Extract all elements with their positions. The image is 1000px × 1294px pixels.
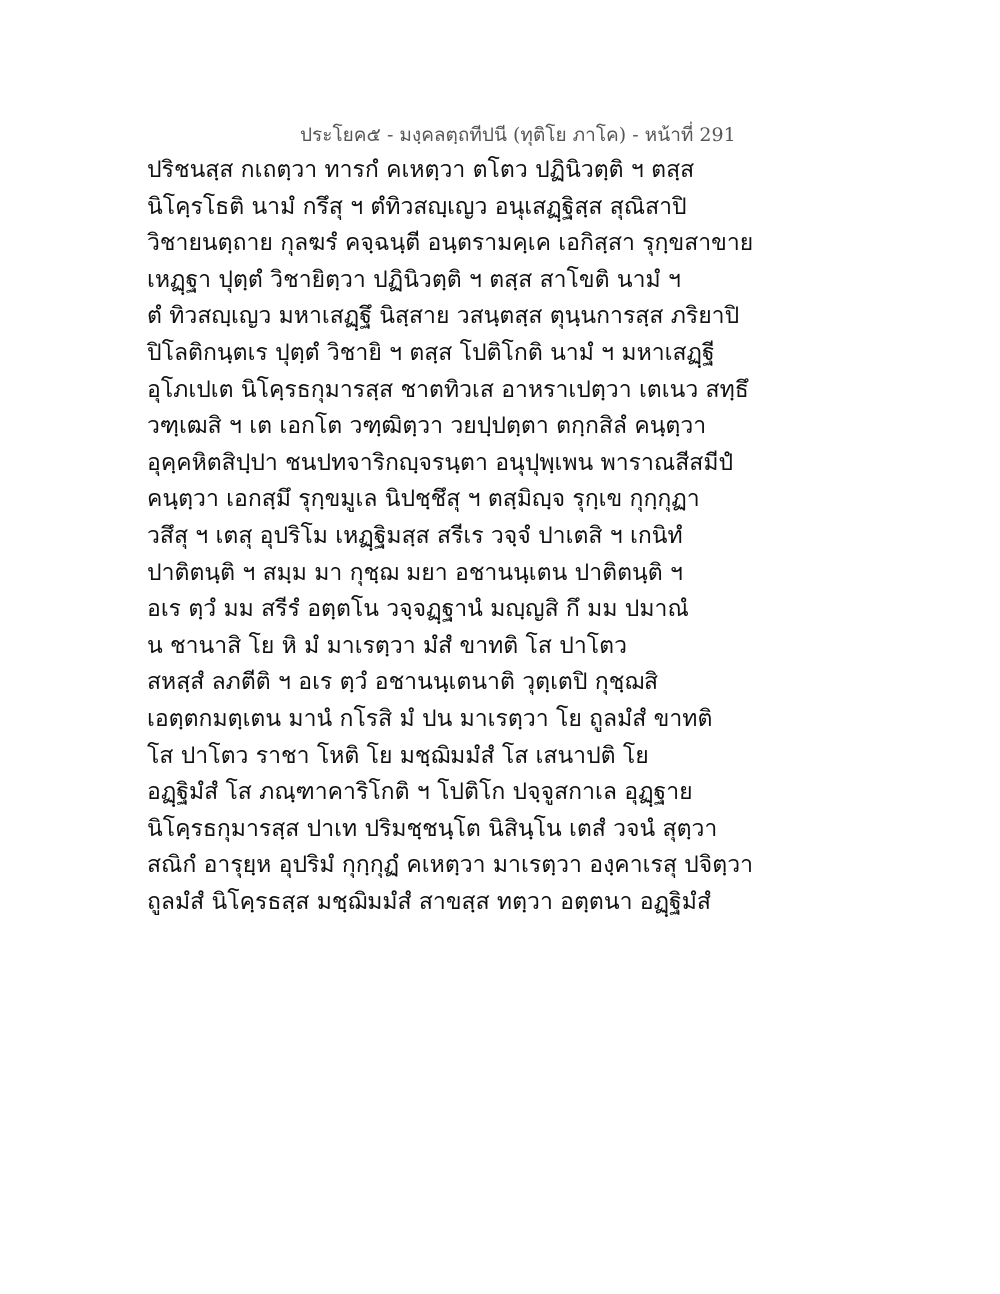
text-line: นิโคฺรธกุมารสฺส ปาเท ปริมชฺชนฺโต นิสินฺโน เตสํ วจนํ สุตฺวา [147, 815, 718, 842]
text-line: ปาติตนฺติ ฯ สมฺม มา กุชฺฌ มยา อชานนฺเตน ปาติตนฺติ ฯ [147, 559, 683, 586]
text-line: วิชายนตฺถาย กุลฆรํ คจฺฉนฺตี อนฺตรามคฺเค เอกิสฺสา รุกฺขสาขาย [147, 230, 754, 257]
text-line: นิโคฺรโธติ นามํ กรึสุ ฯ ตํทิวสญฺเญว อนุเสฏฺฐิสฺส สุณิสาปิ [147, 193, 687, 220]
running-header: ประโยค๕ - มงฺคลตฺถทีปนี (ทุติโย ภาโค) - หน้าที่ 291 [300, 124, 736, 146]
text-line: เอตฺตกมตฺเตน มานํ กโรสิ มํ ปน มาเรตฺวา โย ถูลมํสํ ขาทติ [147, 705, 713, 732]
text-line: ถูลมํสํ นิโคฺรธสฺส มชฺฌิมมํสํ สาขสฺส ทตฺวา อตฺตนา อฏฺฐิมํสํ [147, 888, 711, 915]
text-line: ปริชนสฺส กเถตฺวา ทารกํ คเหตฺวา ตโตว ปฏินิวตฺติ ฯ ตสฺส [147, 157, 695, 183]
text-line: วสึสุ ฯ เตสุ อุปริโม เหฏฺฐิมสฺส สรีเร วจฺจํ ปาเตสิ ฯ เกนิทํ [147, 522, 683, 549]
text-line: สณิกํ อารุยฺห อุปริมํ กุกฺกุฏํ คเหตฺวา มาเรตฺวา องฺคาเรสุ ปจิตฺวา [147, 852, 754, 879]
text-line: ปิโลติกนฺตเร ปุตฺตํ วิชายิ ฯ ตสฺส โปติโกติ นามํ ฯ มหาเสฏฺฐี [147, 339, 715, 366]
text-line: สหสฺสํ ลภตีติ ฯ อเร ตฺวํ อชานนฺเตนาติ วุตฺเตปิ กุชฺฌสิ [147, 669, 659, 696]
text-line: อฏฺฐิมํสํ โส ภณฺฑาคาริโกติ ฯ โปติโก ปจฺจูสกาเล อุฏฺฐาย [147, 779, 693, 806]
text-line: โส ปาโตว ราชา โหติ โย มชฺฌิมมํสํ โส เสนาปติ โย [147, 742, 649, 769]
text-line: อเร ตฺวํ มม สรีรํ อตฺตโน วจฺจฏฺฐานํ มญฺญสิ กึ มม ปมาณํ [147, 596, 689, 623]
text-line: ตํ ทิวสญฺเญว มหาเสฏฺฐึ นิสฺสาย วสนฺตสฺส ตุนฺนการสฺส ภริยาปิ [147, 303, 740, 330]
text-line: อุโภเปเต นิโคฺรธกุมารสฺส ชาตทิวเส อาหราเปตฺวา เตเนว สทฺธึ [147, 376, 749, 403]
body-text [147, 152, 754, 920]
text-line: น ชานาสิ โย หิ มํ มาเรตฺวา มํสํ ขาทติ โส ปาโตว [147, 632, 627, 659]
text-line: วฑฺเฒสิ ฯ เต เอกโต วฑฺฒิตฺวา วยปฺปตฺตา ตกฺกสิลํ คนฺตฺวา [147, 413, 707, 440]
text-line: เหฏฺฐา ปุตฺตํ วิชายิตฺวา ปฏินิวตฺติ ฯ ตสฺส สาโขติ นามํ ฯ [147, 266, 681, 293]
text-line: อุคฺคหิตสิปฺปา ชนปทจาริกญฺจรนฺตา อนุปุพฺเพน พาราณสีสมีปํ [147, 449, 734, 476]
text-line: คนฺตฺวา เอกสฺมึ รุกฺขมูเล นิปชฺชึสุ ฯ ตสฺมิญฺจ รุกฺเข กุกฺกุฏา [147, 486, 700, 513]
